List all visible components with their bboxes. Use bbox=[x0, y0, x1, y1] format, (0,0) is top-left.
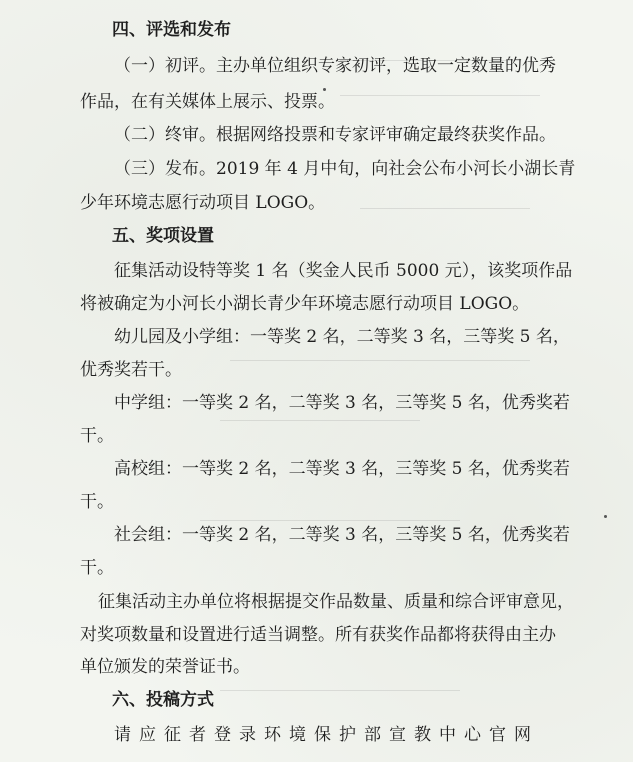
section-5-paragraph-6-line-2: 对奖项数量和设置进行适当调整。所有获奖作品都将获得由主办 bbox=[80, 625, 556, 645]
section-5-paragraph-5-line-1: 社会组：一等奖 2 名，二等奖 3 名，三等奖 5 名，优秀奖若 bbox=[114, 525, 570, 545]
bleed-through-line bbox=[200, 520, 460, 521]
section-5-paragraph-4-line-1: 高校组：一等奖 2 名，二等奖 3 名，三等奖 5 名，优秀奖若 bbox=[114, 459, 570, 479]
section-5-paragraph-5-line-2: 干。 bbox=[80, 558, 114, 578]
section-4-paragraph-3-line-2: 少年环境志愿行动项目 LOGO。 bbox=[80, 193, 326, 213]
section-6-heading: 六、投稿方式 bbox=[112, 690, 214, 710]
section-5-heading: 五、奖项设置 bbox=[112, 226, 214, 246]
section-5-paragraph-1-line-2: 将被确定为小河长小湖长青少年环境志愿行动项目 LOGO。 bbox=[80, 294, 530, 314]
section-5-paragraph-6-line-3: 单位颁发的荣誉证书。 bbox=[80, 657, 250, 677]
bleed-through-line bbox=[340, 95, 540, 96]
section-4-heading: 四、评选和发布 bbox=[112, 20, 231, 40]
section-4-paragraph-3-line-1: （三）发布。2019 年 4 月中旬，向社会公布小河长小湖长青 bbox=[114, 159, 576, 179]
section-4-paragraph-1-line-2: 作品，在有关媒体上展示、投票。 bbox=[80, 92, 335, 112]
section-4-paragraph-2: （二）终审。根据网络投票和专家评审确定最终获奖作品。 bbox=[114, 125, 556, 145]
section-5-paragraph-4-line-2: 干。 bbox=[80, 492, 114, 512]
scan-speck bbox=[323, 88, 326, 91]
bleed-through-line bbox=[360, 208, 530, 209]
section-5-paragraph-3-line-2: 干。 bbox=[80, 426, 114, 446]
bleed-through-line bbox=[230, 360, 530, 361]
section-6-paragraph-1-line-1: 请应征者登录环境保护部宣教中心官网 bbox=[114, 725, 539, 745]
bleed-through-line bbox=[220, 420, 420, 421]
scan-speck bbox=[604, 515, 607, 518]
bleed-through-line bbox=[220, 690, 460, 691]
section-5-paragraph-1-line-1: 征集活动设特等奖 1 名（奖金人民币 5000 元），该奖项作品 bbox=[114, 261, 573, 281]
section-5-paragraph-3-line-1: 中学组：一等奖 2 名，二等奖 3 名，三等奖 5 名，优秀奖若 bbox=[114, 393, 570, 413]
section-5-paragraph-2-line-2: 优秀奖若干。 bbox=[80, 360, 182, 380]
section-4-paragraph-1-line-1: （一）初评。主办单位组织专家初评，选取一定数量的优秀 bbox=[114, 56, 556, 76]
section-5-paragraph-2-line-1: 幼儿园及小学组：一等奖 2 名，二等奖 3 名，三等奖 5 名， bbox=[114, 327, 570, 347]
section-5-paragraph-6-line-1: 征集活动主办单位将根据提交作品数量、质量和综合评审意见， bbox=[98, 592, 574, 612]
